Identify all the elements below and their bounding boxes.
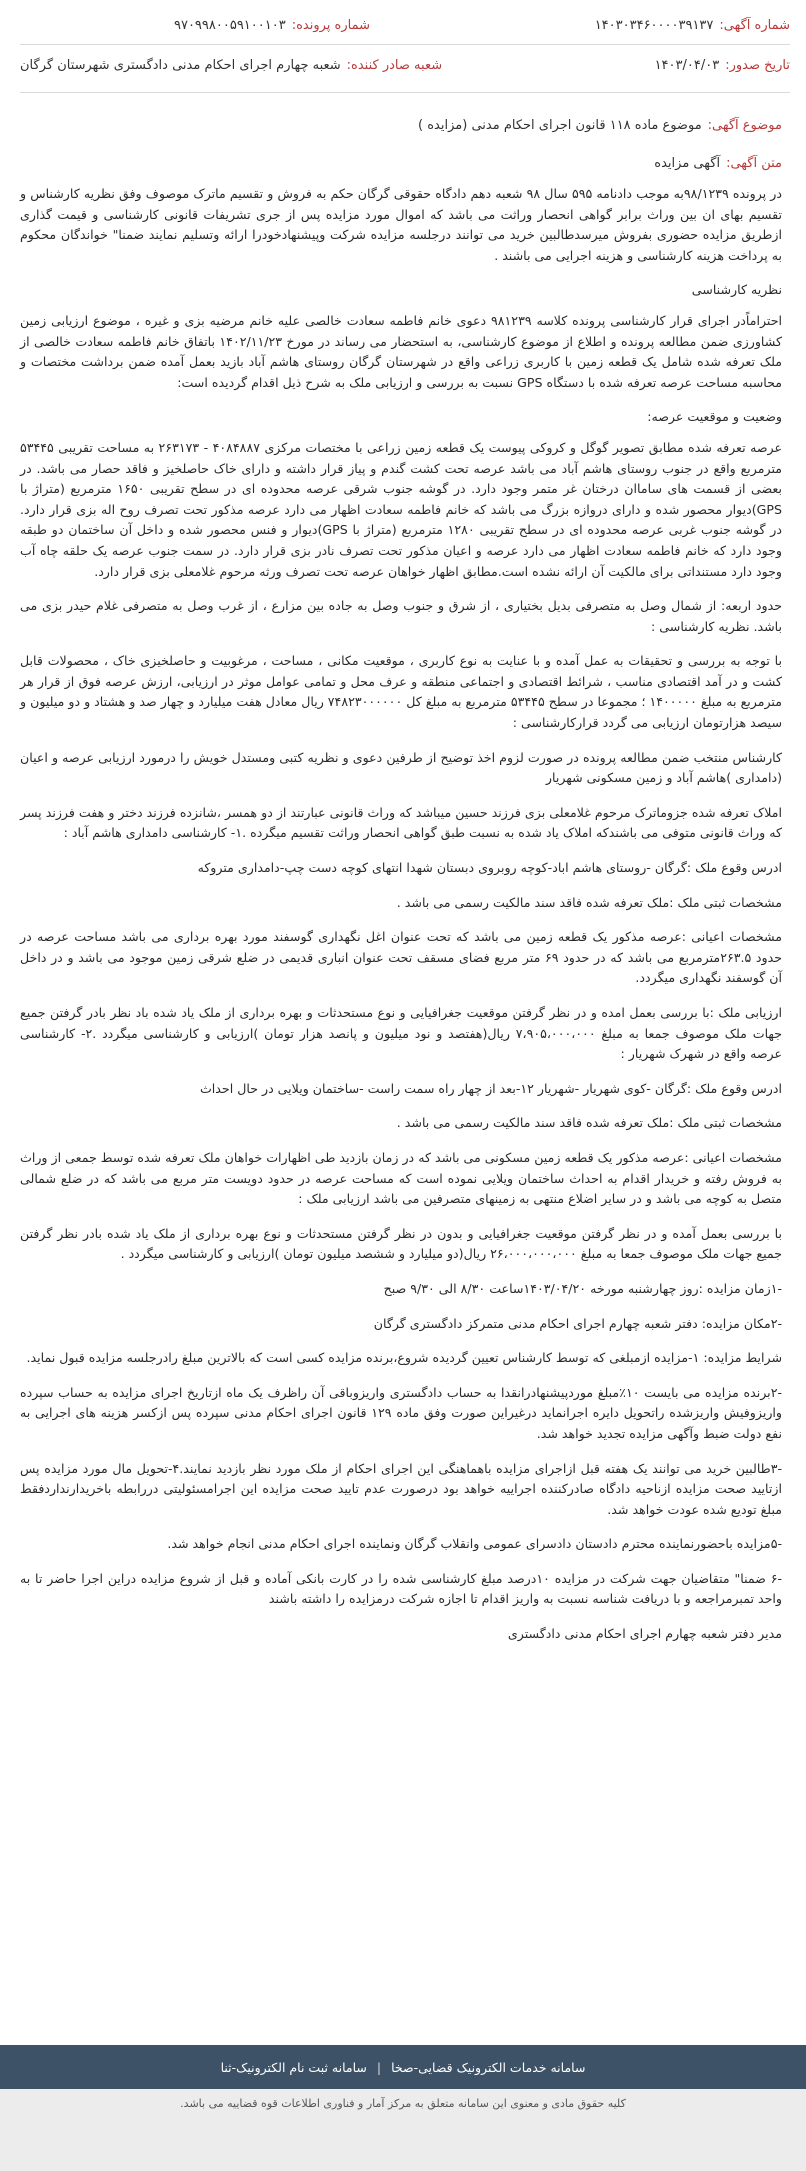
- header-row-numbers: [20, 10, 790, 40]
- footer-link-sana[interactable]: سامانه ثبت نام الکترونیک-ثنا: [220, 2059, 367, 2075]
- paragraph-expert-order: کارشناس منتخب ضمن مطالعه پرونده در صورت لزوم اخذ توضیح از طرفین دعوی و نظریه کتبی ومستدل خویش را درمورد ارزیابی عرصه و اعیان (دامداری )هاشم آباد و زمین مسکونی شهریار: [20, 749, 782, 786]
- paragraph-heading-site: وضعیت و موقعیت عرصه:: [647, 409, 782, 425]
- paragraph-intro: در پرونده ۹۸/۱۲۳۹به موجب دادنامه ۵۹۵ سال ۹۸ شعبه دهم دادگاه حقوقی گرگان حکم به فروش و تقسیم ماترک موصوف وفق نظریه کارشناس و تقسیم بهای ان بین وراث برابر گواهی انحصار وراثت می باشد که اموال مورد مزایده پس از جری تشریفات قانونی کارشناسی و قیمت گذاری ازطریق مزایده حضوری بفروش میرسدطالبین خرید می توانند درجلسه مزایده شرکت وپیشنهادخودرا ارائه وتسلیم نمایند ضمنا" خواندگان محکوم به پرداخت هزینه کارشناسی و هزینه اجرایی می باشند .: [20, 186, 782, 263]
- notice-body: [20, 184, 782, 1659]
- paragraph-site-description: عرصه تعرفه شده مطابق تصویر گوگل و کروکی پیوست یک قطعه زمین زراعی با مختصات مرکزی ۴۰۸۴۸۸۷ - ۲۶۳۱۷۳ به مساحت تقریبی ۵۳۴۴۵ مترمربع واقع در جنوب روستای هاشم آباد می باشد عرصه تحت کشت گندم و پیاز قرار داشته و دارای خاک حاصلخیز و فاقد حصار می باشد. در بعضی از قسمت های ساماان درختان غر متمر وجود دارد. در گوشه جنوب شرقی عرصه محدوده ای در سطح تقریبی ۱۶۵۰ مترمربع (متراژ با GPS)دیوار محصور شده و دارای دروازه بزرگ می باشد که خانم فاطمه سعادت اظهار می دارد عرصه مذکور تحت تصرف روح اله بزی قرار دارد. در گوشه جنوب غربی عرصه محدوده ای در سطح تقریبی ۱۲۸۰ مترمربع (متراژ با GPS)دیوار و فنس محصور شده و داخل آن ساختمان دو طبقه وجود دارد که خانم فاطمه سعادت اظهار می دارد عرصه و اعیان مذکور تحت تصرف نادر بزی قرار دارد. در سمت جنوب عرصه یک حلقه چاه آب وجود دارد مستنداتی برای مالکیت آن ارائه نشده است.مطابق اظهار خواهان عرصه تحت تصرف ورثه مرحوم غلامعلی بزی قرار دارد.: [20, 439, 783, 579]
- ad-number-label: شماره آگهی:: [719, 17, 790, 33]
- paragraph-condition-1: شرایط مزایده: ۱-مزایده ازمبلغی که توسط کارشناس تعیین گردیده شروع،برنده مزایده کسی است که بالاترین مبلغ رادرجلسه مزایده قبول نماید.: [26, 1350, 782, 1366]
- footer-copyright: کلیه حقوق مادی و معنوی این سامانه متعلق به مرکز آمار و فناوری اطلاعات قوه قضاییه می باشد.: [180, 2097, 626, 2110]
- paragraph-registry-1: مشخصات ثبتی ملک :ملک تعرفه شده فاقد سند مالکیت رسمی می باشد .: [396, 894, 782, 910]
- issuer-field: [20, 58, 442, 73]
- paragraph-condition-3: -۳طالبین خرید می توانند یک هفته قبل ازاجرای مزایده باهماهنگی این اجرای احکام از ملک مورد نظر بازدید نمایند.۴-تحویل مال مورد مزایده پس ازتایید صحت مزایده ازناحیه دادگاه صادرکننده اجراییه خواهد بود درصورت عدم تایید صحت مزایده این اجرامسئولیتی دررابطه باخریدارنداردفقط مبلغ تودیع شده عودت خواهد شد.: [20, 1460, 782, 1517]
- paragraph-condition-2: -۲برنده مزایده می بایست ۱۰٪مبلغ موردپیشنهادرانقدا به حساب دادگستری واریزوباقی آن راظرف یک ماه ازتاریخ اجرای مزایده به حساب سپرده واریزوفیش واریزشده راتحویل دایره اجرانماید درغیراین صورت وفق ماده ۱۲۹ قانون اجرای احکام مدنی سپرده پس ازکسر هزینه های اجرایی به نفع دولت ضبط وآگهی مزایده تجدید خواهد شد.: [20, 1384, 782, 1441]
- paragraph-auction-place: -۲مکان مزایده: دفتر شعبه چهارم اجرای احکام مدنی متمرکز دادگستری گرگان: [373, 1315, 782, 1331]
- ad-number-value: ۱۴۰۳۰۳۴۶۰۰۰۰۳۹۱۳۷: [594, 17, 714, 33]
- footer-link-sakha[interactable]: سامانه خدمات الکترونیک قضایی-صخا: [391, 2059, 586, 2075]
- case-number-label: شماره پرونده:: [291, 17, 370, 33]
- header-divider: [20, 44, 790, 45]
- footer-links-bar: [0, 2045, 806, 2089]
- issuer-value: شعبه چهارم اجرای احکام مدنی دادگستری شهرستان گرگان: [20, 57, 341, 73]
- paragraph-signature: مدیر دفتر شعبه چهارم اجرای احکام مدنی دادگستری: [507, 1626, 782, 1642]
- ad-number-field: [370, 18, 790, 33]
- body-title: آگهی مزایده: [654, 156, 721, 171]
- paragraph-expert-opinion: احتراماًدر اجرای قرار کارشناسی پرونده کلاسه ۹۸۱۲۳۹ دعوی خانم فاطمه سعادت خالصی علیه خانم مرضیه بزی و غیره ، موضوع ارزیابی زمین کشاورزی ضمن مطالعه پرونده و اطلاع از موضوع کارشناسی، به استحضار می رساند در مورخ ۱۴۰۲/۱۱/۲۳ باتفاق خانم فاطمه سعادت خالصی از ملک تعرفه شده شامل یک قطعه زمین با کاربری زراعی واقع در شهرستان گرگان روستای هاشم آباد بازید بعمل آمده ضمن برداشت مختصات و محاسبه مساحت عرصه تعرفه شده با دستگاه GPS نسبت به بررسی و ارزیابی ملک به شرح ذیل اقدام گردیده است:: [20, 312, 782, 390]
- paragraph-building-1: مشخصات اعیانی :عرصه مذکور یک قطعه زمین می باشد که تحت عنوان اغل نگهداری گوسفند مورد بهره برداری می باشد مساحت عرصه در حدود ۲۶۳.۵مترمربع می باشد که در حدود ۶۹ متر مربع فضای مسقف تحت عنوان انباری قدیمی در ضلع شرقی زمین موجود می باشد و در داخل آن گوسفند نگهداری میگردد.: [20, 929, 782, 986]
- footer-separator: |: [376, 2059, 382, 2075]
- notice-subject: [20, 118, 782, 133]
- case-number-value: ۹۷۰۹۹۸۰۰۵۹۱۰۰۱۰۳: [173, 17, 286, 33]
- issue-date-label: تاریخ صدور:: [725, 57, 790, 73]
- paragraph-condition-5: -۵مزایده باحضورنماینده محترم دادستان دادسرای عمومی وانقلاب گرگان ونماینده اجرای احکام مدنی انجام خواهد شد.: [167, 1536, 782, 1552]
- paragraph-registry-2: مشخصات ثبتی ملک :ملک تعرفه شده فاقد سند مالکیت رسمی می باشد .: [396, 1115, 782, 1131]
- issue-date-field: [442, 58, 790, 73]
- site-footer: [0, 2045, 806, 2171]
- paragraph-valuation-1: ارزیابی ملک :با بررسی بعمل امده و در نظر گرفتن موقعیت جغرافیایی و نوع مستحدثات و بهره برداری از ملک یاد شده باد نظر بادر گرفتن جمیع جهات ملک موصوف جمعا به مبلغ ۷،۹۰۵،۰۰۰،۰۰۰ ریال(هفتصد و نود میلیون و پانصد هزار تومان )ارزیابی و کارشناسی میگردد .۲- کارشناسی عرصه واقع در شهرک شهریار :: [20, 1005, 783, 1062]
- issue-date-value: ۱۴۰۳/۰۴/۰۳: [654, 57, 720, 73]
- paragraph-heading-expert: نظریه کارشناسی: [691, 282, 782, 298]
- body-label: متن آگهی:: [726, 156, 782, 171]
- header-divider-2: [20, 92, 790, 93]
- paragraph-address-1: ادرس وقوع ملک :گرگان -روستای هاشم اباد-کوچه روبروی دبستان شهدا انتهای کوچه دست چپ-دامداری متروکه: [197, 860, 782, 876]
- notice-body-label: [20, 156, 782, 171]
- paragraph-building-2: مشخصات اعیانی :عرصه مذکور یک قطعه زمین مسکونی می باشد که در زمان بازدید طی اظهارات خواهان ملک تعرفه شده توسط جمعی از وراث به فروش رفته و خریدار اقدام به احداث ساختمان ویلایی نموده است که مساحت عرصه در حدود دویست متر مربع می باشد که در ضلع شمالی متصل به کوچه می باشد و در سایر اضلاع منتهی به زمینهای متصرفین می باشد ارزیابی ملک :: [20, 1149, 782, 1207]
- paragraph-valuation: با توجه به بررسی و تحقیقات به عمل آمده و با عنایت به نوع کاربری ، موقعیت مکانی ، مساحت ، مرغوبیت و حاصلخیزی خاک ، محصولات قابل کشت و در آمد اقتصادی مناسب ، شرائط اقتصادی و اجتماعی منطقه و عرف محل و تمامی عوامل موثر در ارزیابی، ارزش عرصه فوق از قرار هر مترمربع به مبلغ ۱۴۰۰۰۰۰ ؛ مجموعا در سطح ۵۳۴۴۵ مترمربع به مبلغ کل ۷۴۸۲۳۰۰۰۰۰۰ ریال معادل هفت میلیارد و چهار صد و هشتاد و دو میلیون و سیصد هزارتومان ارزیابی می گردد قرارکارشناسی :: [20, 653, 782, 731]
- subject-label: موضوع آگهی:: [707, 118, 782, 133]
- paragraph-auction-time: -۱زمان مزایده :روز چهارشنبه مورخه ۱۴۰۳/۰۴/۲۰ساعت ۸/۳۰ الی ۹/۳۰ صبح: [383, 1280, 782, 1296]
- issuer-label: شعبه صادر کننده:: [346, 57, 443, 73]
- paragraph-heirs: املاک تعرفه شده جزوماترک مرحوم غلامعلی بزی فرزند حسین میباشد که وراث قانونی عبارتند از دو همسر ،شانزده فرزند دختر و هفت فرزند پسر که وراث قانونی متوفی می باشندکه املاک یاد شده به نسبت طبق گواهی انحصار وراثت تقسیم میگرده .۱- کارشناسی دامداری هاشم آباد :: [20, 804, 782, 841]
- paragraph-valuation-2: با بررسی بعمل آمده و در نظر گرفتن موقعیت جغرافیایی و بدون در نظر گرفتن مستحدثات و نوع بهره برداری از ملک یاد شده بادر نظر گرفتن جمیع جهات ملک موصوف جمعا به مبلغ ۲۶،۰۰۰،۰۰۰،۰۰۰ ریال(دو میلیارد و ششصد میلیون تومان )ارزیابی و کارشناسی میگردد .: [20, 1225, 782, 1262]
- paragraph-address-2: ادرس وقوع ملک :گرگان -کوی شهریار -شهریار ۱۲-بعد از چهار راه سمت راست -ساختمان ویلایی در حال احداث: [199, 1080, 782, 1096]
- subject-value: موضوع ماده ۱۱۸ قانون اجرای احکام مدنی (مزایده ): [418, 118, 702, 133]
- header-row-issue: [20, 50, 790, 80]
- case-number-field: [20, 18, 370, 33]
- paragraph-boundaries: حدود اربعه: از شمال وصل به متصرفی بدیل بختیاری ، از شرق و جنوب وصل به جاده بین مزارع ، از غرب وصل به متصرفی غلام حیدر بزی می باشد. نظریه کارشناسی :: [20, 598, 782, 634]
- paragraph-condition-6: -۶ ضمنا" متقاضیان جهت شرکت در مزایده ۱۰درصد مبلغ کارشناسی شده را در کارت بانکی آماده و قبل از شروع مزایده دراین اجرا حاضر تا به واحد تمبرمراجعه و با دریافت شناسه نسبت به واریز اقدام تا اجازه شرکت درمزایده را داشته باشند: [20, 1570, 782, 1607]
